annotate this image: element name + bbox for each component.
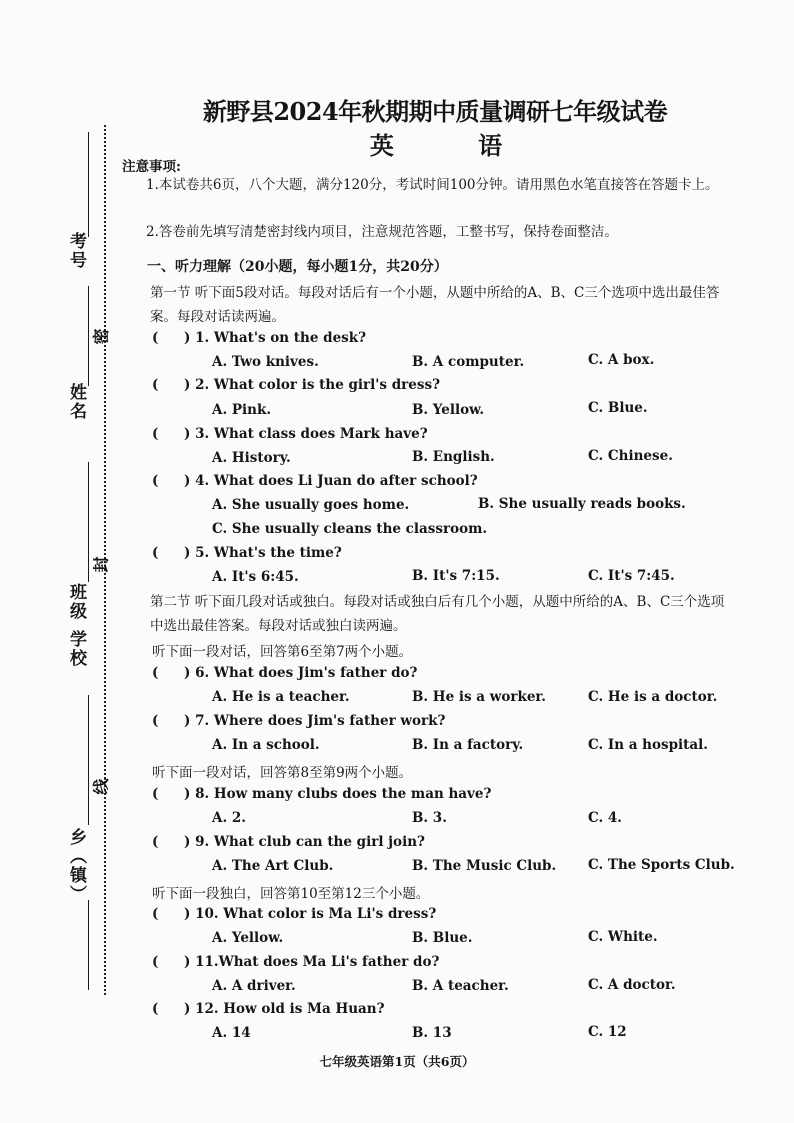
q8-option-b: B. 3. <box>412 810 447 826</box>
exam-number-label: 考号 <box>66 232 86 270</box>
township-label: 乡（镇） <box>66 828 86 904</box>
part2-instructions: 第二节 听下面几段对话或独白。每段对话或独白后有几个小题，从题中所给的A、B、C三个选项中选出最佳答案。每段对话或独白读两遍。 <box>150 594 725 634</box>
notes-heading: 注意事项: <box>122 159 181 175</box>
q1-option-b: B. A computer. <box>412 354 525 370</box>
q12-option-a: A. 14 <box>212 1025 251 1041</box>
q5-option-b: B. It's 7:15. <box>412 568 500 584</box>
q8-option-c: C. 4. <box>588 810 623 826</box>
seal-char-xian: 线 <box>91 778 111 795</box>
q7-option-c: C. In a hospital. <box>588 737 708 753</box>
q8-option-a: A. 2. <box>212 810 246 826</box>
name-label: 姓名 <box>66 383 86 421</box>
sub-instr-6-7: 听下面一段对话，回答第6至第7两个小题。 <box>152 644 413 660</box>
q6-option-c: C. He is a doctor. <box>588 689 718 705</box>
question-10: ( ) 10. What color is Ma Li's dress? <box>152 906 437 922</box>
q10-option-c: C. White. <box>588 929 658 945</box>
q6-option-a: A. He is a teacher. <box>212 689 350 705</box>
q4-option-b: B. She usually reads books. <box>478 496 686 512</box>
question-1: ( ) 1. What's on the desk? <box>152 330 367 346</box>
q6-option-b: B. He is a worker. <box>412 689 546 705</box>
q4-option-c: C. She usually cleans the classroom. <box>212 521 488 537</box>
question-4: ( ) 4. What does Li Juan do after school? <box>152 473 478 489</box>
part1-instructions: 第一节 听下面5段对话。每段对话后有一个小题，从题中所给的A、B、C三个选项中选出最佳答案。每段对话读两遍。 <box>150 285 720 325</box>
q3-option-a: A. History. <box>212 450 291 466</box>
q9-option-b: B. The Music Club. <box>412 858 557 874</box>
exam-title: 新野县2024年秋期期中质量调研七年级试卷 <box>202 97 668 126</box>
q11-option-b: B. A teacher. <box>412 978 509 994</box>
note-item-1: 1.本试卷共6页，八个大题，满分120分，考试时间100分钟。请用黑色水笔直接答在答题卡上。 <box>146 177 719 193</box>
question-8: ( ) 8. How many clubs does the man have? <box>152 786 492 802</box>
question-9: ( ) 9. What club can the girl join? <box>152 834 425 850</box>
note-item-2: 2.答卷前先填写清楚密封线内项目，注意规范答题，工整书写，保持卷面整洁。 <box>146 224 618 240</box>
question-12: ( ) 12. How old is Ma Huan? <box>152 1001 385 1017</box>
sub-instr-8-9: 听下面一段对话，回答第8至第9两个小题。 <box>152 765 413 781</box>
q5-option-a: A. It's 6:45. <box>212 569 299 585</box>
q4-option-a: A. She usually goes home. <box>212 497 410 513</box>
q7-option-b: B. In a factory. <box>412 737 524 753</box>
q11-option-c: C. A doctor. <box>588 977 676 993</box>
q2-option-c: C. Blue. <box>588 400 648 416</box>
q9-option-a: A. The Art Club. <box>212 858 334 874</box>
q2-option-b: B. Yellow. <box>412 402 485 418</box>
q3-option-b: B. English. <box>412 449 495 465</box>
question-6: ( ) 6. What does Jim's father do? <box>152 665 418 681</box>
q5-option-c: C. It's 7:45. <box>588 568 675 584</box>
question-3: ( ) 3. What class does Mark have? <box>152 426 428 442</box>
school-label: 学校 <box>66 630 86 668</box>
q12-option-c: C. 12 <box>588 1024 627 1040</box>
class-label: 班级 <box>66 583 86 621</box>
question-7: ( ) 7. Where does Jim's father work? <box>152 713 446 729</box>
school-line <box>88 695 89 825</box>
q9-option-c: C. The Sports Club. <box>588 857 735 873</box>
sub-instr-10-12: 听下面一段独白，回答第10至第12三个小题。 <box>152 886 430 902</box>
q1-option-a: A. Two knives. <box>212 354 319 370</box>
q10-option-a: A. Yellow. <box>212 930 284 946</box>
q11-option-a: A. A driver. <box>212 978 296 994</box>
seal-char-mi: 密 <box>91 328 111 345</box>
q7-option-a: A. In a school. <box>212 737 320 753</box>
q12-option-b: B. 13 <box>412 1025 452 1041</box>
subject-title: 英 语 <box>369 131 541 160</box>
q3-option-c: C. Chinese. <box>588 448 673 464</box>
seal-char-feng: 封 <box>91 556 111 573</box>
question-11: ( ) 11.What does Ma Li's father do? <box>152 954 440 970</box>
question-5: ( ) 5. What's the time? <box>152 545 342 561</box>
q2-option-a: A. Pink. <box>212 402 272 418</box>
q10-option-b: B. Blue. <box>412 930 473 946</box>
township-line <box>88 900 89 990</box>
question-2: ( ) 2. What color is the girl's dress? <box>152 377 440 393</box>
page-footer: 七年级英语第1页（共6页） <box>319 1054 475 1069</box>
q1-option-c: C. A box. <box>588 352 655 368</box>
section-listening-heading: 一、听力理解（20小题，每小题1分，共20分） <box>147 259 448 275</box>
